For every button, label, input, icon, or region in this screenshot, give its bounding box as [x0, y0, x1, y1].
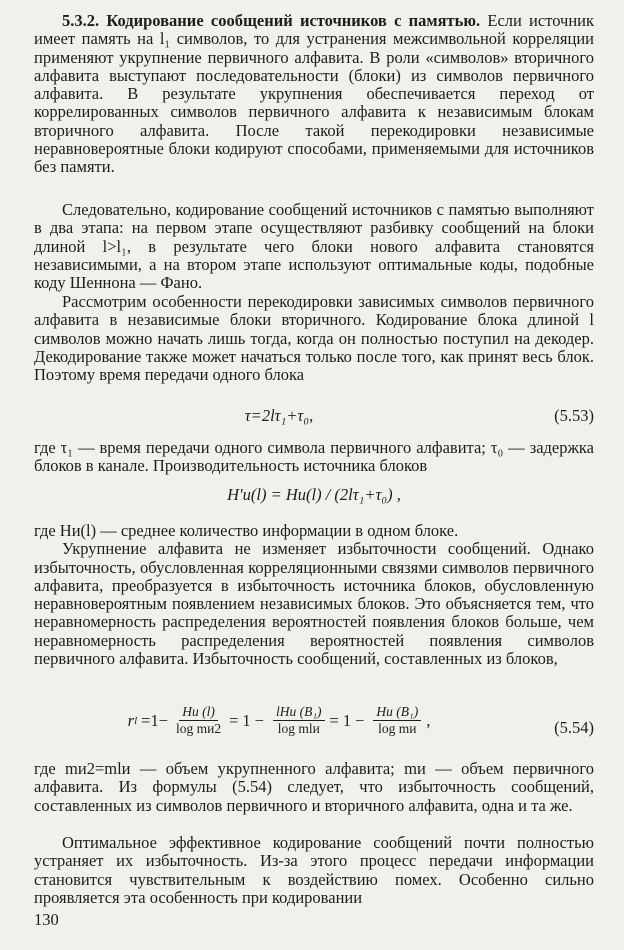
paragraph-3	[34, 293, 594, 384]
equation-5-54-fraction-1	[173, 704, 224, 737]
paragraph-1	[34, 12, 594, 177]
equation-5-54-fraction-2	[273, 704, 325, 737]
equation-5-54-one-a: 1	[150, 710, 159, 730]
paragraph-4-text: где τ₁ — время передачи одного символа первичного алфавита; τ₀ — задержка блоков в канале. Производительность источника блоков	[34, 438, 594, 476]
fraction-2-numerator: lHи (B₁)	[273, 704, 325, 721]
equation-5-54-number: (5.54)	[554, 718, 594, 737]
fraction-1-numerator: Hи (l)	[179, 704, 218, 721]
paragraph-6	[34, 760, 594, 815]
fraction-1-denominator: log mи2	[176, 721, 222, 736]
equation-5-54-one-b: 1	[242, 710, 251, 730]
equation-5-54-one-c: 1	[342, 710, 352, 730]
equation-5-54-formula: r l = 1 − $\frac{Hи (l)}{\text{log mи2}}$ = 1 − $\frac{\text{lHи (B₁)}}{\text{log mlи}}$ = 1 − $\frac{\text{Hи (B₁)}}{\text{log mи}}$ ,	[127, 704, 431, 736]
equation-5-54-fraction-3	[373, 704, 421, 737]
paragraph-7-text: Оптимальное эффективное кодирование сообщений почти полностью устраняет их избыточность. Из-за этого процесс передачи информации становится чувствительным к воздействию помех. Особенно сильно проявляется эта особенность при кодировании	[34, 833, 594, 907]
paragraph-5b-text: Укрупнение алфавита не изменяет избыточности сообщений. Однако избыточность, обусловленная корреляционными связями символов первичного алфавита, преобразуется в избыточность источника блоков, обусловленную неравновероятным появлением независимых блоков. Это объясняется тем, что неравномерность распределения вероятностей появления блоков больше, чем неравномерность распределения вероятностей появления символов первичного алфавита. Избыточность сообщений, составленных из блоков,	[34, 539, 594, 669]
paragraph-1-text: Если источник имеет память на l₁ символов, то для устранения межсимвольной корреляции применяют укрупнение первичного алфавита. В роли «символов» вторичного алфавита выступают последовательности (блоки) из символов первичного алфавита. В результате укрупнения обеспечивается переход от коррелированных символов первичного алфавита к независимым блокам вторичного алфавита. После такой перекодировки независимые неравновероятные блоки кодируют способами, применяемыми для источников без памяти.	[34, 11, 595, 177]
paragraph-3-text: Рассмотрим особенности перекодировки зависимых символов первичного алфавита в независимые блоки вторичного. Кодирование блока длиной l символов можно начать лишь тогда, когда он полностью поступил на декодер. Декодирование также может начаться только после того, как принят весь блок. Поэтому время передачи одного блока	[34, 292, 594, 385]
fraction-3-denominator: log mи	[378, 721, 417, 736]
equation-5-53-number: (5.53)	[554, 406, 594, 425]
paragraph-2-text: Следовательно, кодирование сообщений источников с памятью выполняют в два этапа: на первом этапе осуществляют разбивку сообщений на блоки длиной l>l₁, в результате чего блоки нового алфавита становятся независимыми, а на втором этапе используют оптимальные коды, подобные коду Шеннона — Фано.	[34, 200, 594, 293]
equation-5-54-lhs-sub: l	[134, 714, 138, 727]
paragraph-7	[34, 834, 594, 907]
paragraph-6-text: где mи2=mlи — объем укрупненного алфавита; mи — объем первичного алфавита. Из формулы (5.54) следует, что избыточность сообщений, составленных из символов первичного и вторичного алфавита, одна и та же.	[34, 759, 594, 815]
paragraph-4	[34, 439, 594, 476]
equation-5-53-formula: τ=2lτ₁+τ₀,	[244, 406, 314, 425]
equation-5-54-lhs: r	[127, 710, 135, 730]
paragraph-5a-text: где Hи(l) — среднее количество информации в одном блоке.	[34, 521, 459, 540]
page-number: 130	[34, 910, 59, 929]
paragraph-5	[34, 522, 594, 668]
paragraph-2	[34, 201, 594, 292]
fraction-2-denominator: log mlи	[277, 721, 320, 736]
section-heading: 5.3.2. Кодирование сообщений источников с памятью.	[62, 11, 481, 30]
equation-productivity	[34, 485, 594, 509]
equation-5-53	[34, 406, 594, 428]
equation-5-54	[34, 704, 594, 752]
fraction-3-numerator: Hи (B₁)	[373, 704, 421, 721]
equation-productivity-formula: H′и(l) = Hи(l) / (2lτ₁+τ₀) ,	[227, 485, 401, 504]
